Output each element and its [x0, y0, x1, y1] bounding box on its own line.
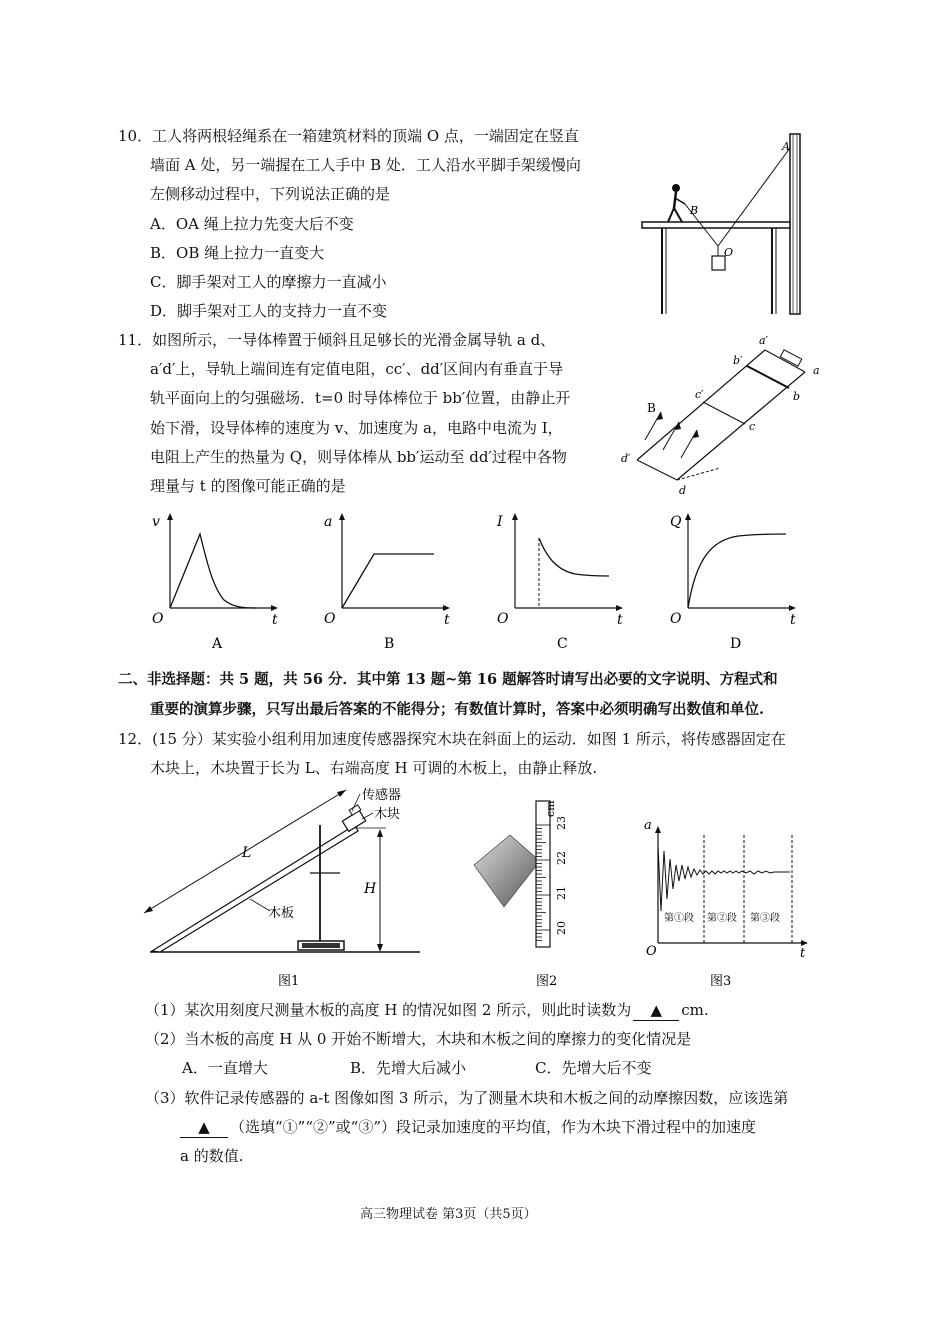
page-footer: 高三物理试卷 第3页（共5页） — [360, 1207, 537, 1222]
q10-label-a: A — [782, 140, 790, 153]
q11-line-6: 理量与 t 的图像可能正确的是 — [150, 477, 346, 495]
q12-part1-text: （1）某次用刻度尺测量木板的高度 H 的情况如图 2 所示，则此时读数为 — [145, 1001, 632, 1019]
q12-fig2-unit: cm — [544, 800, 557, 817]
section2-heading-line-1: 二、非选择题：共 5 题，共 56 分．其中第 13 题~第 16 题解答时请写出必要的文字说明、方程式和 — [118, 671, 778, 688]
q11-graph-a-option: A — [212, 636, 223, 652]
q10-option-b: B．OB 绳上拉力一直变大 — [150, 244, 325, 262]
q11-graph-c — [485, 508, 635, 653]
q12-part2: （2）当木板的高度 H 从 0 开始不断增大，木块和木板之间的摩擦力的变化情况是 — [145, 1030, 692, 1048]
q12-fig3-xlabel: t — [800, 946, 806, 961]
q12-fig3-caption: 图3 — [710, 974, 732, 989]
q10-line-3: 左侧移动过程中，下列说法正确的是 — [150, 185, 391, 203]
q12-part2-option-c: C．先增大后不变 — [535, 1059, 652, 1077]
q10-option-c: C．脚手架对工人的摩擦力一直减小 — [150, 273, 387, 291]
q11-graph-a-ylabel: v — [152, 514, 160, 530]
q12-part1-blank[interactable] — [633, 1000, 679, 1021]
q12-fig3-origin: O — [646, 944, 657, 959]
q11-label-c-prime: c′ — [695, 388, 704, 401]
q12-fig1-height-label: H — [364, 881, 377, 897]
q11-label-d: d — [679, 484, 687, 497]
q12-fig1-caption: 图1 — [278, 974, 300, 989]
q12-part3-line-1: （3）软件记录传感器的 a-t 图像如图 3 所示，为了测量木块和木板之间的动摩擦因数，应该选第 — [145, 1089, 789, 1107]
q10-option-a: A．OA 绳上拉力先变大后不变 — [150, 215, 354, 233]
q12-fig2-tick-23: 23 — [555, 816, 568, 830]
q11-line-5: 电阻上产生的热量为 Q，则导体棒从 bb′运动至 dd′过程中各物 — [150, 448, 567, 466]
q11-line-4: 始下滑，设导体棒的速度为 v、加速度为 a，电路中电流为 I， — [150, 419, 563, 437]
q12-part3-blank[interactable] — [180, 1117, 228, 1138]
q11-line-1: 11．如图所示，一导体棒置于倾斜且足够长的光滑金属导轨 a d、 — [118, 331, 556, 349]
q11-graph-a-origin: O — [152, 611, 164, 627]
q11-label-a-prime: a′ — [759, 334, 769, 347]
q11-graph-b-xlabel: t — [444, 612, 450, 628]
q12-figure-2 — [470, 795, 610, 995]
q12-intro-line-2: 木块上，木块置于长为 L、右端高度 H 可调的木板上，由静止释放. — [150, 759, 598, 777]
q12-part1-blank-marker: ▲ — [650, 1001, 663, 1019]
q12-fig3-seg3: 第③段 — [750, 913, 780, 924]
q11-graph-a — [140, 508, 290, 653]
q11-line-2: a′d′上，导轨上端间连有定值电阻，cc′、dd′区间内有垂直于导 — [150, 360, 564, 378]
q10-line-1: 10．工人将两根轻绳系在一箱建筑材料的顶端 O 点，一端固定在竖直 — [118, 127, 579, 145]
q10-label-b: B — [690, 204, 699, 217]
q12-fig1-block-label: 木块 — [374, 807, 401, 822]
q12-fig1-sensor-label: 传感器 — [362, 788, 402, 803]
q11-label-c: c — [749, 420, 756, 433]
q12-part3-line-3: a 的数值. — [180, 1147, 244, 1165]
q12-fig2-caption: 图2 — [536, 974, 558, 989]
q10-scaffold-figure — [630, 128, 830, 323]
q11-graph-d-ylabel: Q — [670, 514, 682, 530]
q11-graph-d-option: D — [730, 636, 742, 652]
q12-fig2-tick-22: 22 — [555, 851, 568, 865]
q12-fig3-seg2: 第②段 — [707, 913, 737, 924]
q12-part2-option-b: B．先增大后减小 — [350, 1059, 467, 1077]
q11-rail-figure — [615, 330, 830, 500]
q12-fig3-seg1: 第①段 — [664, 913, 694, 924]
q12-fig2-tick-21: 21 — [555, 886, 568, 900]
q11-graph-a-xlabel: t — [272, 612, 278, 628]
q11-label-b: b — [793, 390, 801, 403]
q11-label-d-prime: d′ — [621, 452, 631, 465]
q11-graph-b-ylabel: a — [324, 514, 333, 530]
q12-fig1-length-label: L — [242, 845, 252, 861]
q10-label-o: O — [724, 246, 734, 259]
q11-graph-c-xlabel: t — [617, 612, 623, 628]
q12-fig1-board-label: 木板 — [268, 906, 295, 921]
q12-fig2-tick-20: 20 — [555, 921, 568, 935]
q12-part3-line-2 — [180, 1117, 756, 1138]
q12-figure-1 — [130, 785, 430, 995]
q11-graph-b — [312, 508, 462, 653]
q10-option-d: D．脚手架对工人的支持力一直不变 — [150, 302, 388, 320]
q11-graph-b-option: B — [384, 636, 395, 652]
section2-heading-line-2: 重要的演算步骤，只写出最后答案的不能得分；有数值计算时，答案中必须明确写出数值和单位. — [150, 701, 765, 718]
q12-part2-option-a: A．一直增大 — [182, 1059, 268, 1077]
q11-graph-b-origin: O — [324, 611, 336, 627]
q11-graph-d-origin: O — [670, 611, 682, 627]
q12-part1 — [145, 1000, 709, 1021]
q11-label-a: a — [813, 364, 820, 377]
q11-line-3: 轨平面向上的匀强磁场．t=0 时导体棒位于 bb′位置，由静止开 — [150, 389, 571, 407]
q12-part3-text-2: （选填“①”“②”或“③”）段记录加速度的平均值，作为木块下滑过程中的加速度 — [230, 1118, 757, 1136]
q11-graph-c-origin: O — [497, 611, 509, 627]
q11-graph-d — [658, 508, 808, 653]
q11-graph-c-option: C — [557, 636, 568, 652]
q12-part3-blank-marker: ▲ — [198, 1118, 210, 1136]
q12-fig3-ylabel: a — [644, 818, 652, 833]
q12-intro-line-1: 12．(15 分）某实验小组利用加速度传感器探究木块在斜面上的运动．如图 1 所示，将传感器固定在 — [118, 730, 786, 748]
q11-label-b-prime: b′ — [733, 354, 743, 367]
q12-part1-unit: cm. — [681, 1001, 709, 1019]
q10-line-2: 墙面 A 处，另一端握在工人手中 B 处．工人沿水平脚手架缓慢向 — [150, 156, 581, 174]
q12-figure-3 — [640, 815, 815, 995]
q11-label-field: B — [647, 401, 656, 415]
q11-graph-c-ylabel: I — [497, 514, 503, 530]
q11-graph-d-xlabel: t — [790, 612, 796, 628]
